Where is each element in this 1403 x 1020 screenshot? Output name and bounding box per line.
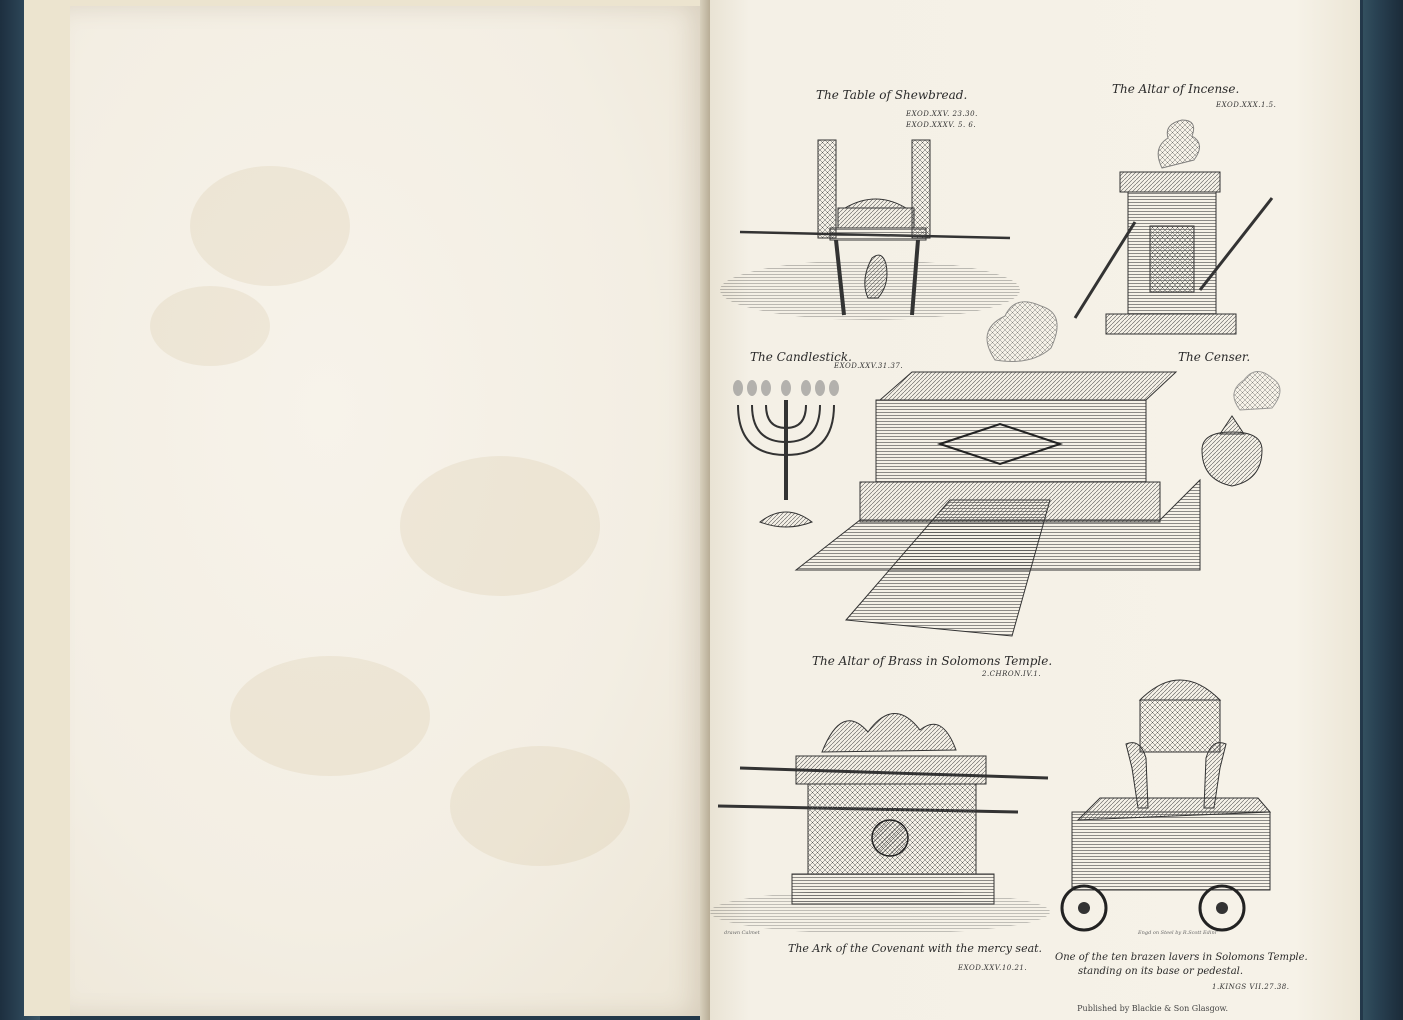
caption-altar-of-incense: The Altar of Incense. [1112, 82, 1240, 96]
brazen-laver-engraving [1062, 680, 1270, 930]
altar-of-brass-engraving [796, 302, 1200, 636]
ref-brass: 2.CHRON.IV.1. [982, 670, 1042, 678]
table-of-shewbread-engraving [720, 140, 1020, 320]
candlestick-engraving [733, 380, 839, 527]
artist-credit: drawn Calmet [724, 930, 760, 936]
altar-of-incense-engraving [1075, 120, 1272, 334]
engraver-credit: Engd on Steel by R.Scott Edinr [1138, 930, 1218, 936]
caption-censer: The Censer. [1178, 350, 1251, 364]
caption-candlestick: The Candlestick. [750, 350, 852, 364]
caption-brazen-laver: One of the ten brazen lavers in Solomons Temple. [1055, 952, 1308, 963]
ref-ark: EXOD.XXV.10.21. [958, 964, 1028, 972]
caption-altar-of-brass: The Altar of Brass in Solomons Temple. [812, 654, 1053, 668]
caption-table-of-shewbread: The Table of Shewbread. [816, 88, 968, 102]
caption-ark-of-the-covenant: The Ark of the Covenant with the mercy seat. [788, 942, 1043, 955]
ref-candlestick: EXOD.XXV.31.37. [834, 362, 904, 370]
publisher-imprint: Published by Blackie & Son Glasgow. [1077, 1004, 1228, 1013]
ref-incense: EXOD.XXX.1.5. [1216, 101, 1277, 109]
ref-shewbread-1: EXOD.XXV. 23.30. [906, 110, 978, 118]
censer-engraving [1202, 371, 1280, 486]
ref-shewbread-2: EXOD.XXXV. 5. 6. [906, 121, 977, 129]
ref-laver: 1.KINGS VII.27.38. [1212, 983, 1290, 991]
ark-of-the-covenant-engraving [710, 713, 1050, 934]
caption-brazen-laver-subtitle: standing on its base or pedestal. [1078, 966, 1244, 977]
